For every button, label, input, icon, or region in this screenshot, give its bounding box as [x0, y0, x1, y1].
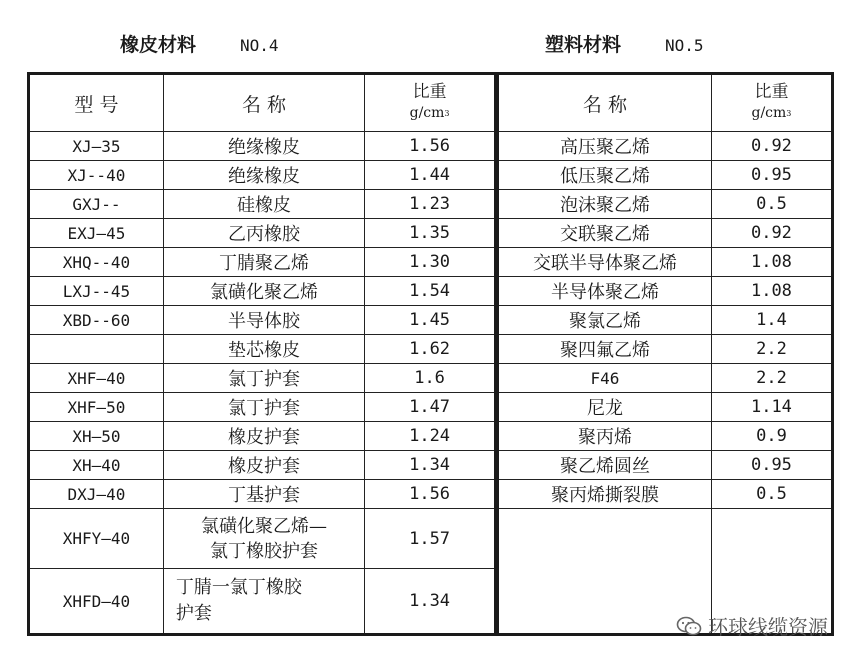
table-row: [29, 335, 496, 364]
model-cell: XH—50: [29, 422, 164, 451]
name-cell: 聚乙烯圆丝: [498, 451, 712, 480]
gravity-cell: 1.62: [365, 335, 496, 364]
gravity-cell: 0.95: [711, 451, 832, 480]
name-cell: 半导体聚乙烯: [498, 277, 712, 306]
name-cell: [163, 509, 364, 569]
name-cell: 丁基护套: [163, 480, 364, 509]
table-row: [29, 132, 496, 161]
name-cell: 高压聚乙烯: [498, 132, 712, 161]
rubber-caption-number: NO.4: [240, 36, 279, 55]
table-row: [498, 248, 833, 277]
gravity-header: [365, 74, 496, 132]
model-cell: XH—40: [29, 451, 164, 480]
table-row: [498, 422, 833, 451]
gravity-cell: 1.14: [711, 393, 832, 422]
name-cell: 橡皮护套: [163, 422, 364, 451]
gravity-header: [711, 74, 832, 132]
gravity-cell: 1.56: [365, 132, 496, 161]
plastic-header-row: [498, 74, 833, 132]
model-cell: XHQ--40: [29, 248, 164, 277]
name-cell: 氯磺化聚乙烯: [163, 277, 364, 306]
gravity-header-label: 比重: [412, 82, 447, 102]
name-cell: 低压聚乙烯: [498, 161, 712, 190]
table-row: [29, 161, 496, 190]
model-cell: DXJ—40: [29, 480, 164, 509]
name-cell: 氯丁护套: [163, 393, 364, 422]
rubber-caption-title: 橡皮材料: [120, 34, 197, 56]
rubber-materials-table: [27, 72, 497, 636]
name-cell: 聚丙烯: [498, 422, 712, 451]
gravity-cell: 0.5: [711, 480, 832, 509]
model-header: 型 号: [29, 74, 164, 132]
name-cell: 橡皮护套: [163, 451, 364, 480]
table-row: [498, 480, 833, 509]
gravity-header-label: 比重: [754, 82, 789, 102]
table-row: [29, 393, 496, 422]
name-cell: 绝缘橡皮: [163, 161, 364, 190]
plastic-caption-title: 塑料材料: [545, 34, 622, 56]
plastic-caption-number: NO.5: [665, 36, 704, 55]
name-cell: 交联聚乙烯: [498, 219, 712, 248]
gravity-cell: 1.54: [365, 277, 496, 306]
table-row: [498, 190, 833, 219]
table-row: [29, 219, 496, 248]
table-row: [29, 306, 496, 335]
gravity-cell: 1.24: [365, 422, 496, 451]
model-cell: XJ--40: [29, 161, 164, 190]
gravity-cell: 1.35: [365, 219, 496, 248]
table-row: [29, 480, 496, 509]
table-row: [498, 306, 833, 335]
model-cell: EXJ—45: [29, 219, 164, 248]
table-row: [498, 277, 833, 306]
table-row: [498, 161, 833, 190]
name-cell: 聚丙烯撕裂膜: [498, 480, 712, 509]
name-cell: 垫芯橡皮: [163, 335, 364, 364]
name-cell: 丁腈聚乙烯: [163, 248, 364, 277]
model-cell: XHF—50: [29, 393, 164, 422]
model-cell: XHFY—40: [29, 509, 164, 569]
table-row: [29, 190, 496, 219]
table-row: [498, 393, 833, 422]
gravity-unit: $g/cm^3$: [409, 105, 450, 121]
name-cell: 交联半导体聚乙烯: [498, 248, 712, 277]
gravity-cell: 1.23: [365, 190, 496, 219]
gravity-cell: 1.47: [365, 393, 496, 422]
name-header: 名 称: [163, 74, 364, 132]
name-cell: 绝缘橡皮: [163, 132, 364, 161]
gravity-cell: 0.9: [711, 422, 832, 451]
table-row: [29, 451, 496, 480]
table-row: [498, 364, 833, 393]
wechat-icon: [676, 616, 702, 636]
gravity-unit: $g/cm^3$: [751, 105, 792, 121]
watermark-text: 环球线缆资源: [708, 615, 828, 639]
rubber-header-row: [29, 74, 496, 132]
name-cell: 半导体胶: [163, 306, 364, 335]
gravity-cell: 1.45: [365, 306, 496, 335]
gravity-cell: 1.08: [711, 248, 832, 277]
table-row: [29, 364, 496, 393]
model-cell: XJ—35: [29, 132, 164, 161]
model-cell: XBD--60: [29, 306, 164, 335]
table-row: [29, 509, 496, 569]
gravity-cell: 1.08: [711, 277, 832, 306]
table-row: [29, 248, 496, 277]
table-row: [29, 422, 496, 451]
watermark: [676, 611, 828, 640]
gravity-cell: 1.30: [365, 248, 496, 277]
name-cell: 硅橡皮: [163, 190, 364, 219]
gravity-cell: 1.57: [365, 509, 496, 569]
gravity-cell: 0.95: [711, 161, 832, 190]
gravity-cell: 1.4: [711, 306, 832, 335]
name-cell: 聚氯乙烯: [498, 306, 712, 335]
gravity-cell: 1.34: [365, 451, 496, 480]
model-cell: GXJ--: [29, 190, 164, 219]
plastic-table-caption: [545, 30, 704, 57]
gravity-cell: 1.56: [365, 480, 496, 509]
name-cell: 氯丁护套: [163, 364, 364, 393]
gravity-cell: 2.2: [711, 335, 832, 364]
rubber-table-caption: [120, 30, 279, 57]
table-row: [498, 219, 833, 248]
gravity-cell: 1.6: [365, 364, 496, 393]
gravity-cell: 0.92: [711, 132, 832, 161]
table-row: [498, 132, 833, 161]
name-cell: 乙丙橡胶: [163, 219, 364, 248]
table-row: [498, 451, 833, 480]
name-cell: 尼龙: [498, 393, 712, 422]
model-cell: [29, 335, 164, 364]
gravity-cell: 1.34: [365, 569, 496, 635]
name-header: 名 称: [498, 74, 712, 132]
model-cell: XHF—40: [29, 364, 164, 393]
gravity-cell: 2.2: [711, 364, 832, 393]
gravity-cell: 0.92: [711, 219, 832, 248]
table-row: [498, 335, 833, 364]
model-cell: XHFD—40: [29, 569, 164, 635]
gravity-cell: 0.5: [711, 190, 832, 219]
model-cell: LXJ--45: [29, 277, 164, 306]
name-line: 护套: [175, 603, 212, 624]
name-cell: [163, 569, 364, 635]
table-row: [29, 277, 496, 306]
name-line: 氯丁橡胶护套: [210, 540, 318, 562]
name-line: 丁腈一氯丁橡胶: [175, 577, 302, 598]
name-cell: 泡沫聚乙烯: [498, 190, 712, 219]
name-cell: 聚四氟乙烯: [498, 335, 712, 364]
plastic-materials-table: [496, 72, 834, 636]
table-row: [29, 569, 496, 635]
gravity-cell: 1.44: [365, 161, 496, 190]
name-line: 氯磺化聚乙烯—: [201, 515, 327, 537]
name-cell: F46: [498, 364, 712, 393]
